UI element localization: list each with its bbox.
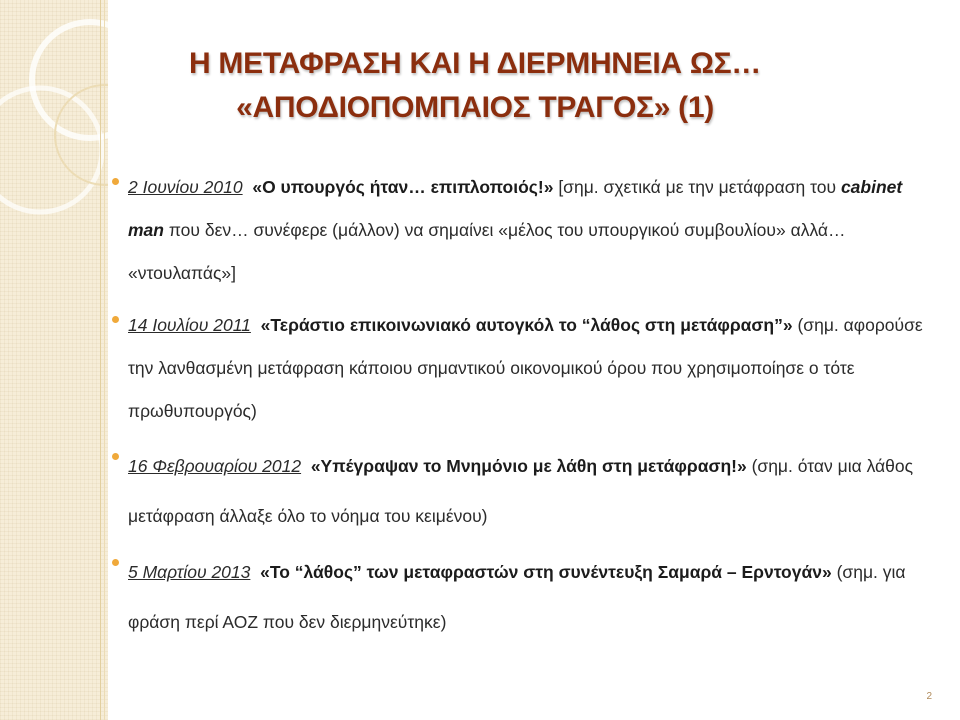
decorative-side-panel [0, 0, 108, 720]
bullet-quote: «Ο υπουργός ήταν… επιπλοποιός!» [252, 177, 554, 197]
bullet-note: που δεν… συνέφερε (μάλλον) να σημαίνει «μέλος του υπουργικού συμβουλίου» αλλά… «ντουλαπάς»] [128, 220, 846, 283]
decorative-circles [0, 0, 108, 720]
side-divider-secondary [104, 0, 105, 720]
bullet-note: (σημ. αφορούσε την λανθασμένη μετάφραση κάποιου σημαντικού οικονομικού όρου που χρησιμοποίησε ο τότε πρωθυπουργός) [128, 315, 923, 421]
bullet-dot-icon [112, 453, 119, 460]
bullet-term: cabinet man [128, 177, 903, 240]
bullet-item [112, 441, 932, 541]
bullet-date: 5 Μαρτίου 2013 [128, 562, 251, 582]
side-divider [100, 0, 101, 720]
bullet-dot-icon [112, 559, 119, 566]
slide-title-line-1: Η ΜΕΤΑΦΡΑΣΗ ΚΑΙ Η ΔΙΕΡΜΗΝΕΙΑ ΩΣ… [189, 47, 761, 80]
bullet-note: [σημ. σχετικά με την μετάφραση του [553, 177, 841, 197]
bullet-date: 14 Ιουλίου 2011 [128, 315, 251, 335]
bullet-item [112, 547, 932, 647]
bullet-dot-icon [112, 178, 119, 185]
slide-title [110, 42, 840, 130]
bullet-note: (σημ. όταν μια λάθος μετάφραση άλλαξε όλο το νόημα του κειμένου) [128, 456, 914, 526]
bullet-date: 2 Ιουνίου 2010 [128, 177, 243, 197]
bullet-item [112, 304, 932, 433]
slide-title-line-2: «ΑΠΟΔΙΟΠΟΜΠΑΙΟΣ ΤΡΑΓΟΣ» (1) [236, 91, 714, 124]
bullet-date: 16 Φεβρουαρίου 2012 [128, 456, 302, 476]
bullet-dot-icon [112, 316, 119, 323]
bullet-item [112, 166, 932, 295]
bullet-list [112, 166, 932, 647]
bullet-note: (σημ. για φράση περί ΑΟΖ που δεν διερμηνεύτηκε) [128, 562, 906, 632]
bullet-quote: «Υπέγραψαν το Μνημόνιο με λάθη στη μετάφραση!» [310, 456, 747, 476]
bullet-quote: «Το “λάθος” των μεταφραστών στη συνέντευξη Σαμαρά – Ερντογάν» [260, 562, 832, 582]
page-number: 2 [926, 691, 932, 702]
bullet-quote: «Τεράστιο επικοινωνιακό αυτογκόλ το “λάθος στη μετάφραση”» [260, 315, 793, 335]
